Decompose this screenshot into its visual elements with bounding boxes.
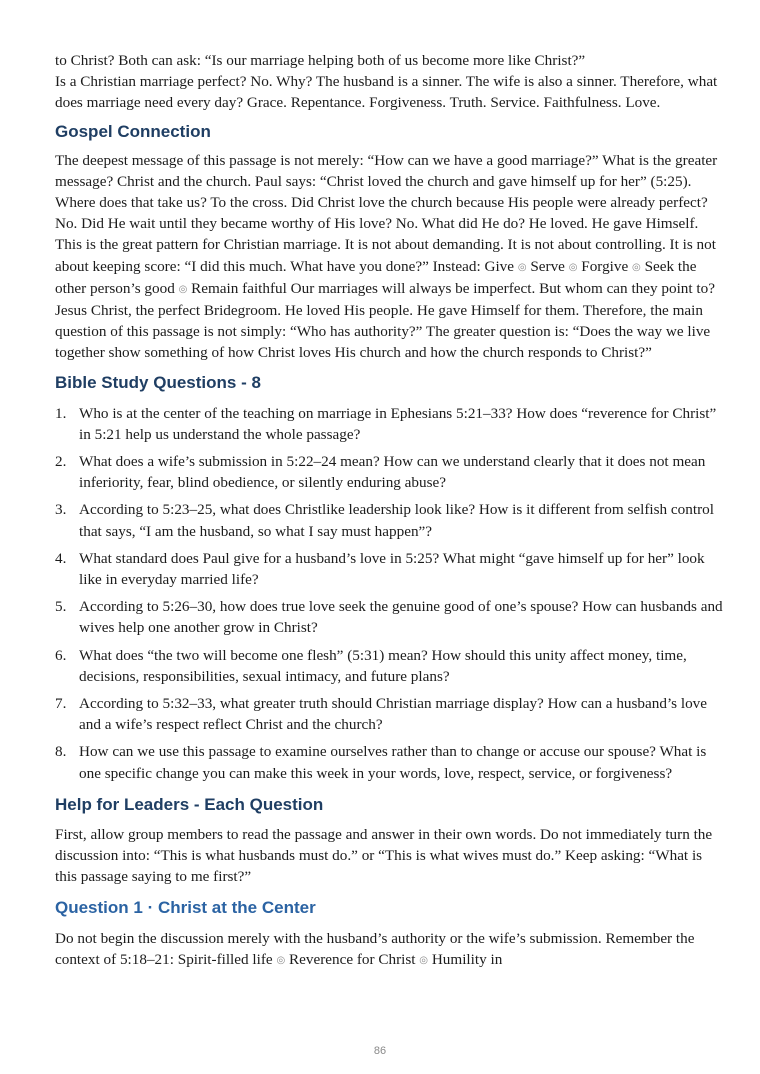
intro-paragraph	[55, 50, 727, 114]
action-seek-good: Seek the other person’s good	[55, 257, 697, 297]
question-number: 3.	[55, 501, 67, 519]
question-item	[55, 403, 727, 445]
question-number: 7.	[55, 695, 67, 713]
question-item	[55, 693, 727, 735]
bullet-icon: ◎	[419, 954, 429, 966]
bullet-icon: ◎	[632, 261, 641, 273]
question-number: 2.	[55, 453, 67, 471]
question-text: According to 5:32–33, what greater truth should Christian marriage display? How can a husband’s love and a wife’s respect reflect Christ and the church?	[79, 695, 708, 734]
gospel-connection-paragraph	[55, 150, 727, 364]
bullet-icon: ◎	[276, 954, 286, 966]
question-number: 5.	[55, 598, 67, 616]
question-item	[55, 499, 727, 541]
question-number: 4.	[55, 549, 67, 567]
gospel-text-a: The deepest message of this passage is not merely: “How can we have a good marriage?” What is the greater message? Christ and the church. Paul says: “Christ loved the church and gave himself up for her” (5:25). Where does that take us? To the cross. Did Christ love the church because His people were already perfect? No. Did He wait until they became worthy of His love? No. What did He do? He loved. He gave Himself. This is the great pattern for Christian marriage. It is not about demanding. It is not about controlling. It is not about keeping score: “I did this much. What have you done?” Instead:	[55, 151, 718, 275]
context-item: Humility in	[431, 950, 503, 968]
question-1-heading: Question 1 · Christ at the Center	[55, 897, 316, 917]
question-item	[55, 596, 727, 638]
action-serve: Serve	[530, 257, 565, 275]
page-number: 86	[373, 1045, 387, 1057]
question-item	[55, 548, 727, 590]
bullet-icon: ◎	[517, 261, 527, 273]
gospel-connection-heading: Gospel Connection	[55, 121, 211, 141]
question-1-paragraph	[55, 928, 727, 971]
intro-line-1: to Christ? Both can ask: “Is our marriage helping both of us become more like Christ?”	[55, 52, 586, 69]
bullet-icon: ◎	[178, 283, 188, 295]
bible-study-questions-heading: Bible Study Questions - 8	[55, 372, 261, 392]
gospel-text-b: Our marriages will always be imperfect. But whom can they point to? Jesus Christ, the perfect Bridegroom. He loved His people. He gave Himself for them. Therefore, the main question of this passage is not simply: “Who has authority?” The greater question is: “Does the way we live together show something of how Christ loves His church and how the church responds to Christ?”	[55, 279, 715, 362]
action-give: Give	[484, 257, 515, 275]
help-for-leaders-paragraph: First, allow group members to read the passage and answer in their own words. Do not immediately turn the discussion into: “This is what husbands must do.” or “This is what wives must do.” Keep asking: “What is this passage saying to me first?”	[55, 825, 713, 886]
question-number: 6.	[55, 646, 67, 664]
context-item: Spirit-filled life	[177, 950, 273, 968]
question-number: 8.	[55, 743, 67, 761]
question-text: Who is at the center of the teaching on marriage in Ephesians 5:21–33? How does “reverence for Christ” in 5:21 help us understand the whole passage?	[79, 404, 717, 443]
question-text: How can we use this passage to examine ourselves rather than to change or accuse our spouse? What is one specific change you can make this week in your words, love, respect, service, or forgiveness?	[79, 743, 707, 782]
question-text: What does a wife’s submission in 5:22–24 mean? How can we understand clearly that it does not mean inferiority, fear, blind obedience, or silently enduring abuse?	[79, 453, 706, 492]
question-text: According to 5:23–25, what does Christlike leadership look like? How is it different from selfish control that says, “I am the husband, so what I say must happen”?	[79, 501, 714, 540]
question-text: What does “the two will become one flesh” (5:31) mean? How should this unity affect money, time, decisions, responsibilities, sexual intimacy, and future plans?	[79, 646, 687, 685]
question-text: What standard does Paul give for a husband’s love in 5:25? What might “gave himself up for her” look like in everyday married life?	[79, 549, 705, 589]
question-item	[55, 645, 727, 687]
question-item	[55, 741, 727, 783]
question-item	[55, 451, 727, 493]
question-text: According to 5:26–30, how does true love seek the genuine good of one’s spouse? How can husbands and wives help one another grow in Christ?	[79, 598, 723, 637]
action-forgive: Forgive	[581, 257, 629, 275]
questions-list	[55, 403, 727, 784]
intro-text: Is a Christian marriage perfect? No. Why? The husband is a sinner. The wife is also a sinner. Therefore, what does marriage need every day? Grace. Repentance. Forgiveness. Truth. Service. Faithfulness. Love.	[55, 73, 718, 112]
question-number: 1.	[55, 404, 67, 422]
help-for-leaders-heading: Help for Leaders - Each Question	[55, 794, 324, 814]
action-remain-faithful: Remain faithful	[191, 279, 287, 297]
bullet-icon: ◎	[568, 261, 578, 273]
document-page	[55, 50, 727, 971]
context-item: Reverence for Christ	[288, 950, 416, 968]
question-1-text: Do not begin the discussion merely with the husband’s authority or the wife’s submission. Remember the context of 5:18–21:	[55, 929, 695, 968]
